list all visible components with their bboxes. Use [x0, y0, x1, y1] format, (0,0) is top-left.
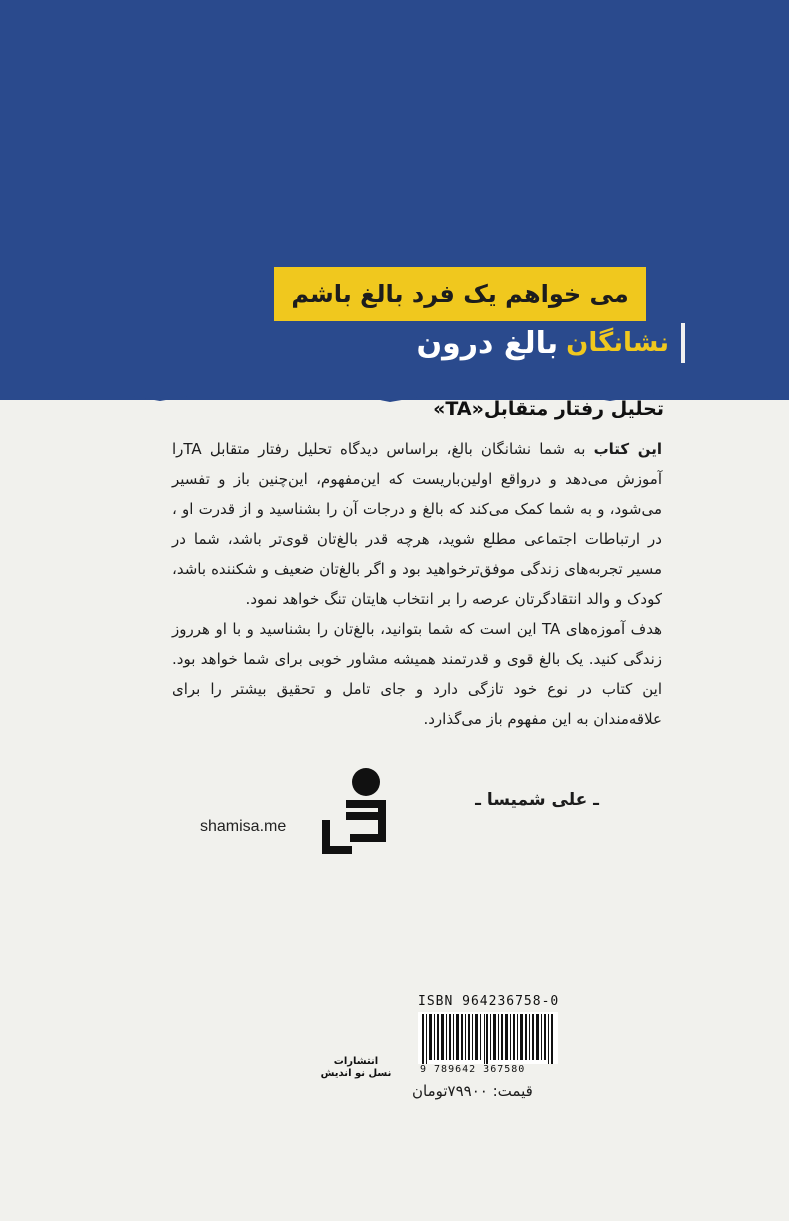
isbn-label: ISBN 964236758-0 — [418, 994, 560, 1009]
publisher-logo-icon — [308, 760, 398, 870]
blurb-text — [172, 434, 662, 734]
barcode-number: 9 789642 367580 — [420, 1064, 526, 1075]
torn-paper-edge — [0, 384, 789, 414]
barcode-graphic — [418, 1012, 558, 1064]
book-title — [417, 317, 685, 369]
section-heading: تحلیل رفتار متقابل«TA» — [433, 398, 664, 420]
author-website: shamisa.me — [200, 818, 287, 835]
title-divider — [681, 323, 685, 363]
publisher-line-1: انتشارات — [333, 1056, 379, 1067]
title-prefix: نشانگان — [566, 328, 669, 358]
blurb-lead: این کتاب — [593, 440, 663, 458]
title-main: بالغ درون — [416, 325, 559, 361]
blurb-paragraph-1 — [172, 434, 662, 614]
blurb-paragraph-2: هدف آموزه‌های TA این است که شما بتوانید، بالغ‌تان را بشناسید و با او هرروز زندگی کنید. یک بالغ قوی و قدرتمند همیشه مشاور خوبی برای شما خواهد بود. این کتاب در نوع خود تازگی دارد و جای تامل و تحقیق بیشتر را برای علاقه‌مندان به این مفهوم باز می‌گذارد. — [172, 620, 662, 728]
price-label: قیمت: ۷۹۹۰۰تومان — [412, 1082, 533, 1100]
author-name: ـ علی شمیسا ـ — [475, 790, 599, 810]
publisher-name — [306, 1056, 406, 1080]
publisher-line-2: نسل نو اندیش — [320, 1068, 392, 1079]
subtitle-banner — [274, 267, 646, 321]
book-subtitle: می خواهم یک فرد بالغ باشم — [291, 280, 629, 308]
blurb-paragraph-1-rest: به شما نشانگان بالغ، براساس دیدگاه تحلیل رفتار متقابل TAرا آموزش می‌دهد و درواقع اولین‌باریست که این‌مفهوم، این‌چنین باز و تفسیر می‌شود، و به شما کمک می‌کند که بالغ و درجات آن را بشناسید و از قدرت او ، در ارتباطات اجتماعی مطلع شوید، هرچه قدر بالغ‌تان قوی‌تر باشد، شما در مسیر تجربه‌های زندگی موفق‌ترخواهید بود و اگر بالغ‌تان ضعیف و شکننده باشد، کودک و والد انتقادگرتان عرصه را بر انتخاب هایتان تنگ خواهد نمود. — [172, 440, 662, 608]
